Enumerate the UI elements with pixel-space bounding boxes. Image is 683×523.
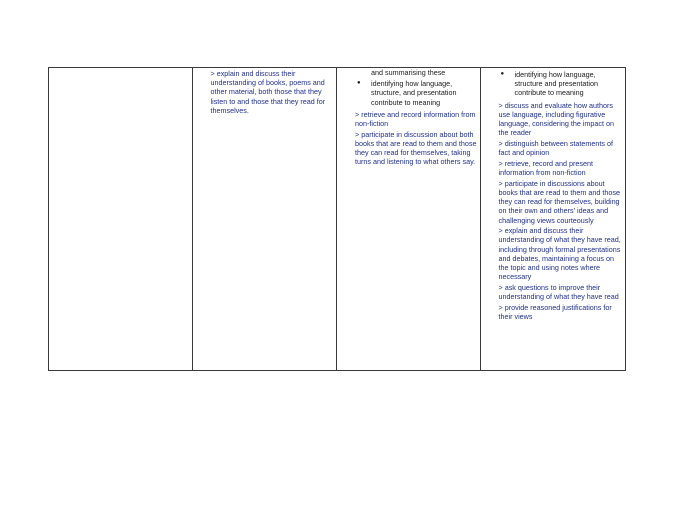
continued-text: and summarising these — [371, 68, 446, 77]
table-cell-col2 — [193, 68, 338, 370]
bullet-icon: ● — [357, 80, 361, 87]
bullet-text: identifying how language, structure and presentation contribute to meaning — [514, 70, 599, 98]
table-cell-col3 — [337, 68, 481, 370]
table-cell-col4 — [481, 68, 626, 370]
curriculum-table — [48, 67, 626, 371]
objective-text: > retrieve, record and present information from non-fiction — [498, 158, 593, 178]
bullet-text: identifying how language, structure, and presentation contribute to meaning — [371, 79, 457, 107]
objective-text: > ask questions to improve their understanding of what they have read — [498, 282, 619, 302]
cell-content-col2 — [193, 68, 337, 115]
objective-text: > participate in discussion about both books that are read to them and those they can read for themselves, taking turns and listening to what others say. — [355, 129, 477, 167]
objective-text: > discuss and evaluate how authors use language, including figurative language, considering the impact on the reader — [498, 100, 614, 138]
cell-content-col3 — [337, 68, 480, 167]
objective-text: > distinguish between statements of fact and opinion — [498, 138, 613, 158]
objective-text: > provide reasoned justifications for their views — [498, 302, 612, 322]
objective-text: > explain and discuss their understanding of books, poems and other material, both those that they listen to and those that they read for themselves. — [210, 69, 326, 115]
table-cell-col1 — [49, 68, 193, 370]
objective-text: > explain and discuss their understanding of what they have read, including through formal presentations and debates, maintaining a focus on the topic and using notes where necessary — [498, 226, 621, 282]
bullet-item — [499, 70, 623, 98]
objective-text: > participate in discussions about books that are read to them and those they can read for themselves, building on their own and others' ideas and challenging views courteously — [498, 178, 620, 225]
bullet-item — [355, 79, 477, 107]
bullet-icon: ● — [500, 71, 505, 77]
cell-content-col1 — [49, 68, 192, 69]
cell-content-col4 — [481, 68, 626, 321]
objective-text: > retrieve and record information from non-fiction — [355, 109, 476, 129]
